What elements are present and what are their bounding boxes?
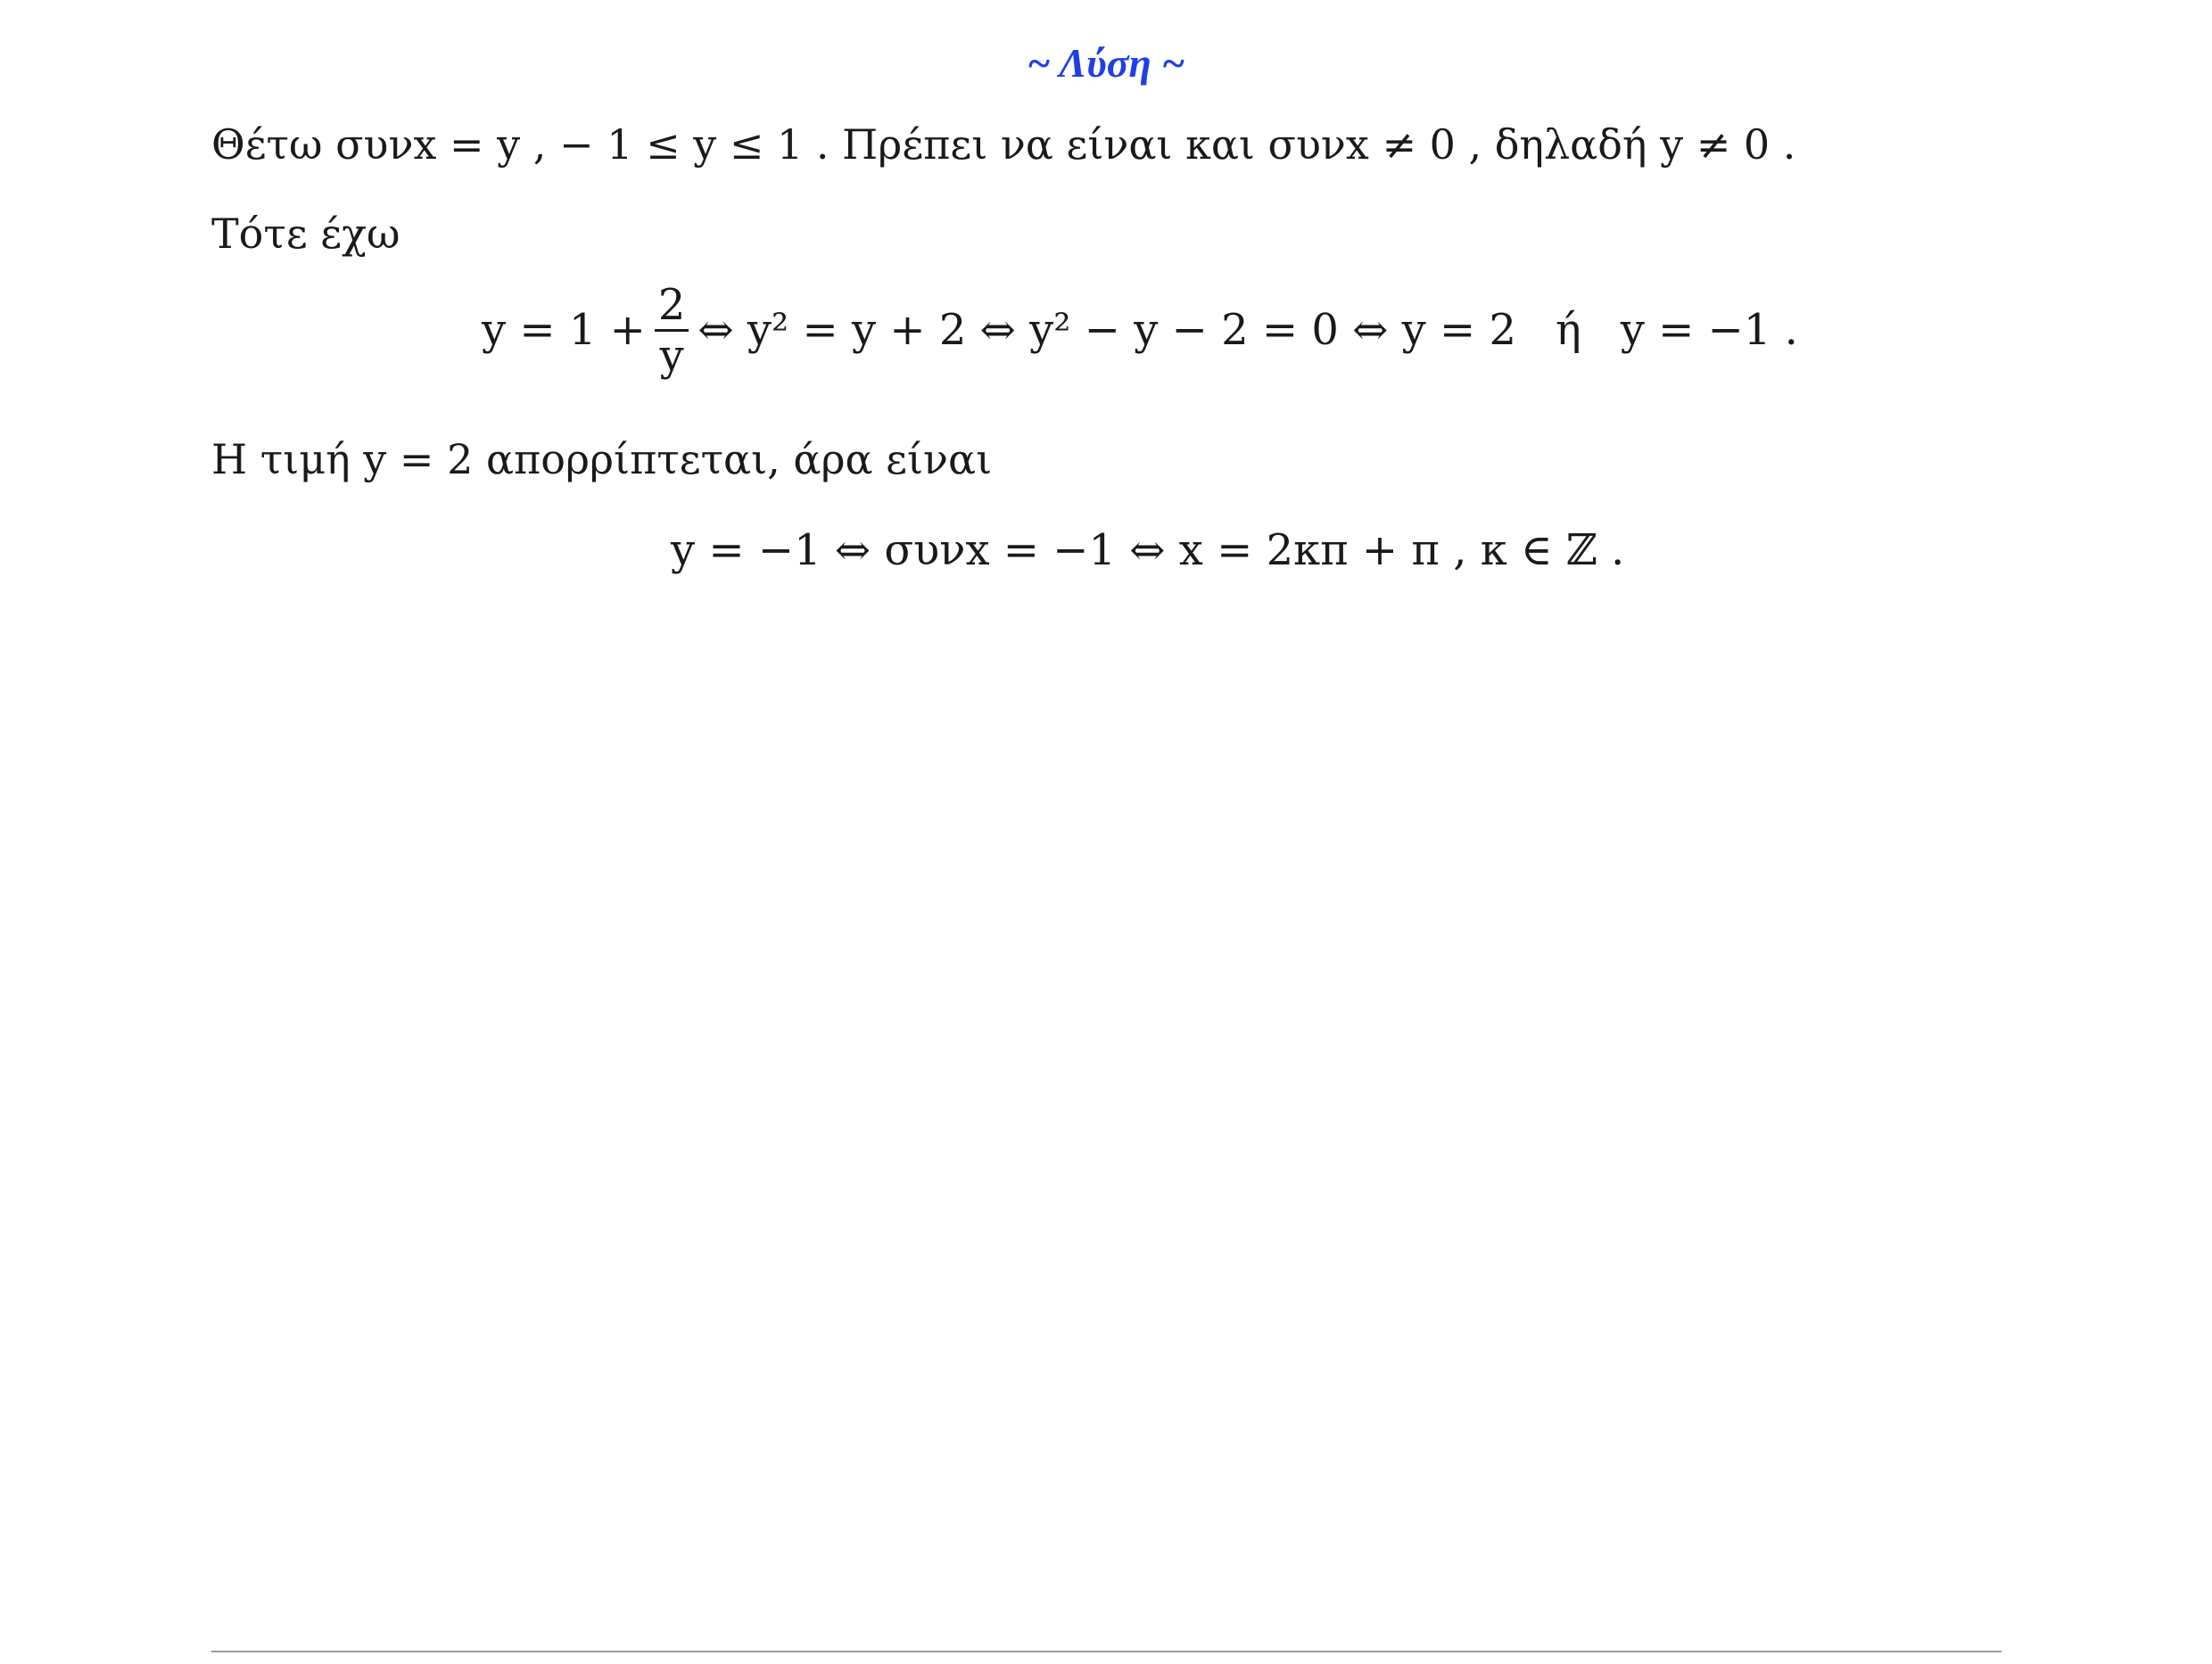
- equation-or-word: ή: [1556, 305, 1581, 355]
- equation-tail: y = −1 .: [1620, 305, 1798, 355]
- paragraph-substitution: Θέτω συνx = y , − 1 ≤ y ≤ 1 . Πρέπει να είναι και συνx ≠ 0 , δηλαδή y ≠ 0 .: [211, 120, 1796, 169]
- equation-solution: [671, 522, 1624, 579]
- paragraph-rejection: Η τιμή y = 2 απορρίπτεται, άρα είναι: [211, 435, 993, 483]
- fraction-denominator: y: [659, 330, 684, 381]
- equation-quadratic: [482, 268, 1798, 392]
- section-title: ~ Λύση ~: [1027, 40, 1185, 86]
- equation-solution-text: y = −1 ⇔ συνx = −1 ⇔ x = 2κπ + π , κ ∈ ℤ .: [671, 525, 1625, 575]
- equation-rhs: ⇔ y² = y + 2 ⇔ y² − y − 2 = 0 ⇔ y = 2: [697, 305, 1516, 355]
- fraction: [655, 281, 689, 380]
- equation-lhs: y = 1 +: [482, 305, 646, 355]
- fraction-numerator: 2: [655, 281, 689, 332]
- paragraph-then: Τότε έχω: [211, 210, 400, 258]
- footer-divider: [211, 1651, 2002, 1652]
